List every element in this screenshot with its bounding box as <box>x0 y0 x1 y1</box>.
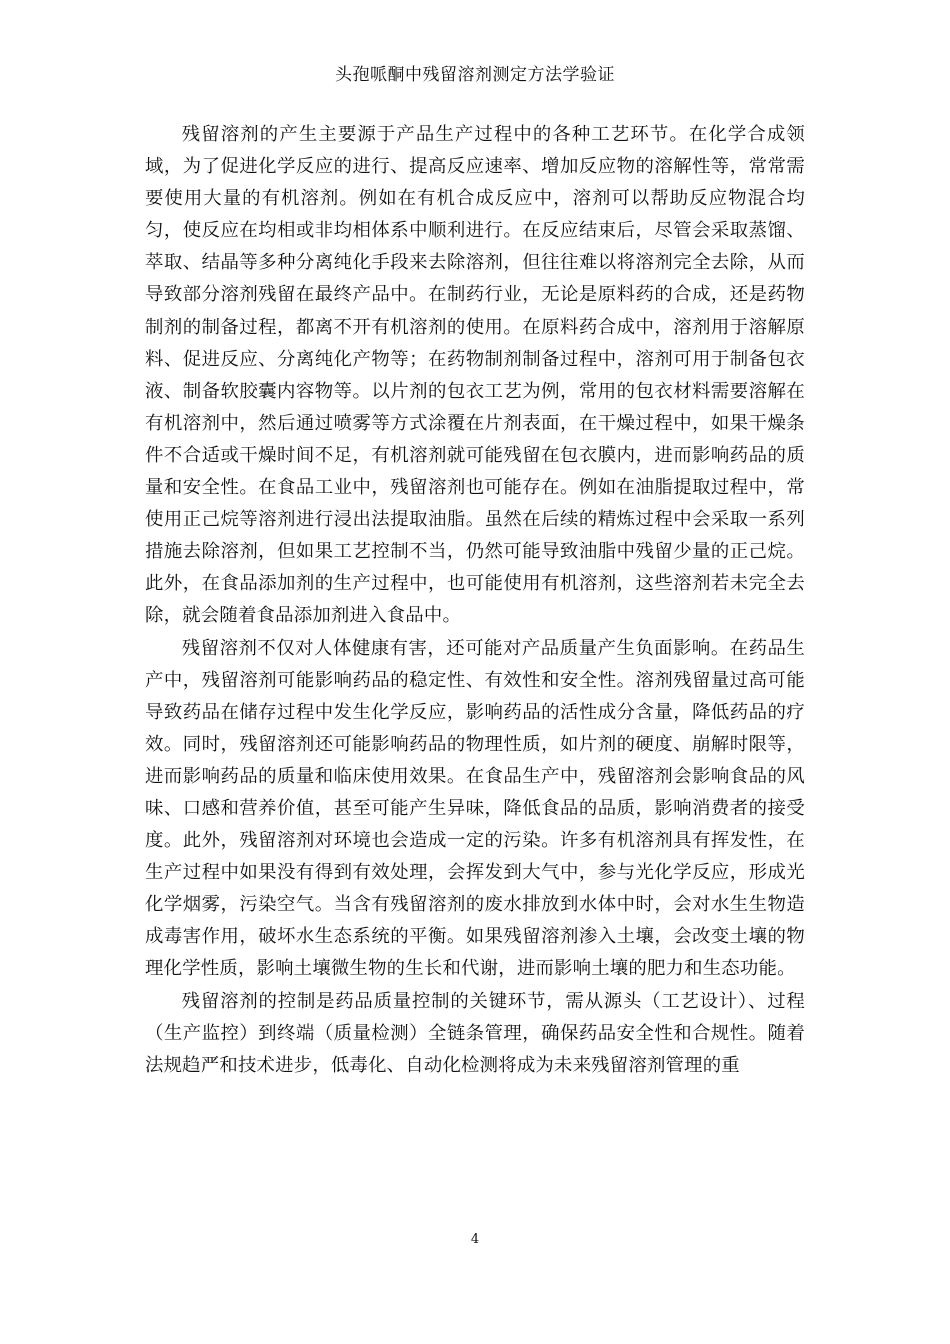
paragraph-solvent-origin: 残留溶剂的产生主要源于产品生产过程中的各种工艺环节。在化学合成领域，为了促进化学反应的进行、提高反应速率、增加反应物的溶解性等，常常需要使用大量的有机溶剂。例如在有机合成反应中，溶剂可以帮助反应物混合均匀，使反应在均相或非均相体系中顺利进行。在反应结束后，尽管会采取蒸馏、萃取、结晶等多种分离纯化手段来去除溶剂，但往往难以将溶剂完全去除，从而导致部分溶剂残留在最终产品中。在制药行业，无论是原料药的合成，还是药物制剂的制备过程，都离不开有机溶剂的使用。在原料药合成中，溶剂用于溶解原料、促进反应、分离纯化产物等；在药物制剂制备过程中，溶剂可用于制备包衣液、制备软胶囊内容物等。以片剂的包衣工艺为例，常用的包衣材料需要溶解在有机溶剂中，然后通过喷雾等方式涂覆在片剂表面，在干燥过程中，如果干燥条件不合适或干燥时间不足，有机溶剂就可能残留在包衣膜内，进而影响药品的质量和安全性。在食品工业中，残留溶剂也可能存在。例如在油脂提取过程中，常使用正己烷等溶剂进行浸出法提取油脂。虽然在后续的精炼过程中会采取一系列措施去除溶剂，但如果工艺控制不当，仍然可能导致油脂中残留少量的正己烷。此外，在食品添加剂的生产过程中，也可能使用有机溶剂，这些溶剂若未完全去除，就会随着食品添加剂进入食品中。 <box>145 124 805 627</box>
body-text <box>145 119 805 1082</box>
running-header: 头孢哌酮中残留溶剂测定方法学验证 <box>335 65 615 85</box>
paragraph-solvent-effects: 残留溶剂不仅对人体健康有害，还可能对产品质量产生负面影响。在药品生产中，残留溶剂可能影响药品的稳定性、有效性和安全性。溶剂残留量过高可能导致药品在储存过程中发生化学反应，影响药品的活性成分含量，降低药品的疗效。同时，残留溶剂还可能影响药品的物理性质，如片剂的硬度、崩解时限等，进而影响药品的质量和临床使用效果。在食品生产中，残留溶剂会影响食品的风味、口感和营养价值，甚至可能产生异味，降低食品的品质，影响消费者的接受度。此外，残留溶剂对环境也会造成一定的污染。许多有机溶剂具有挥发性，在生产过程中如果没有得到有效处理，会挥发到大气中，参与光化学反应，形成光化学烟雾，污染空气。当含有残留溶剂的废水排放到水体中时，会对水生生物造成毒害作用，破坏水生态系统的平衡。如果残留溶剂渗入土壤，会改变土壤的物理化学性质，影响土壤微生物的生长和代谢，进而影响土壤的肥力和生态功能。 <box>145 637 805 980</box>
page-number: 4 <box>470 1232 480 1247</box>
paragraph-solvent-control: 残留溶剂的控制是药品质量控制的关键环节，需从源头（工艺设计）、过程（生产监控）到终端（质量检测）全链条管理，确保药品安全性和合规性。随着法规趋严和技术进步，低毒化、自动化检测将成为未来残留溶剂管理的重 <box>145 990 805 1076</box>
